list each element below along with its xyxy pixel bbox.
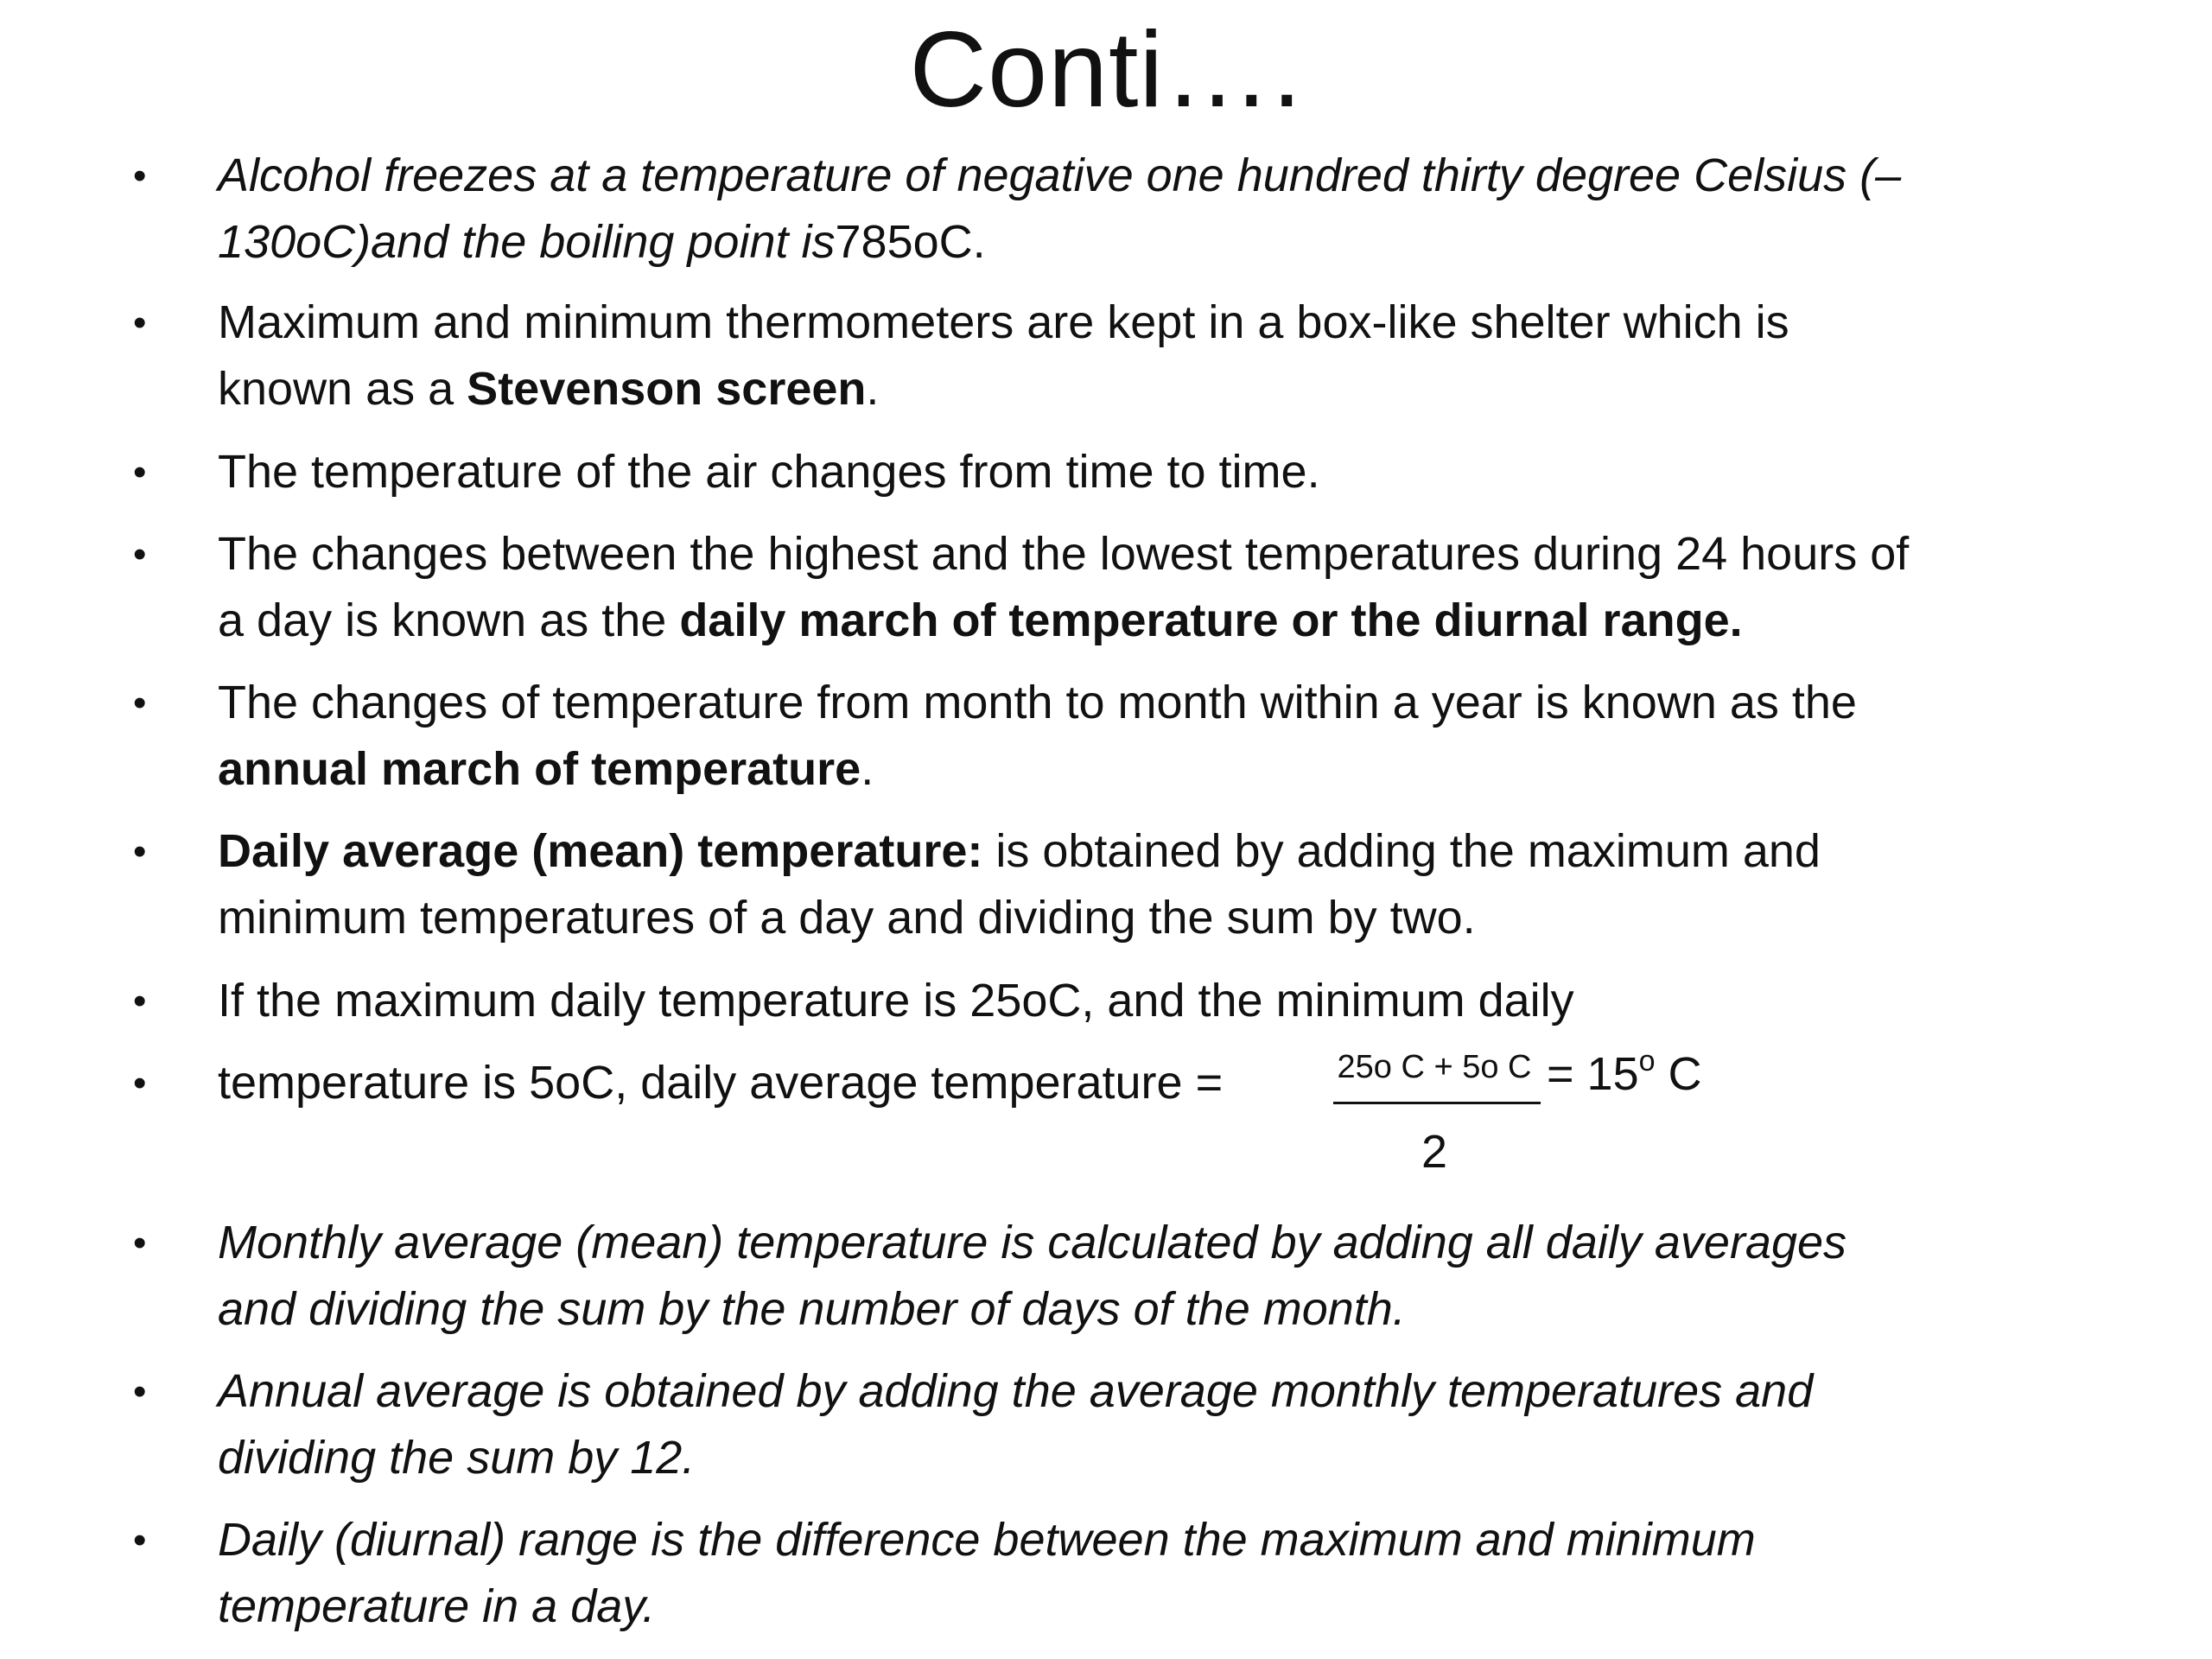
bullet-text: 785oC. xyxy=(835,216,986,268)
bullet-item-formula xyxy=(133,1050,1324,1116)
bullet-item-thermometers xyxy=(133,289,2119,423)
bullet-icon: • xyxy=(133,1519,147,1561)
bullet-icon: • xyxy=(133,980,147,1022)
bullet-bold-term: daily march of temperature or the diurnal range. xyxy=(679,594,1743,646)
bullet-text: Annual average is obtained by adding the average monthly temperatures and xyxy=(218,1365,1814,1417)
bullet-text: Maximum and minimum thermometers are kept in a box-like shelter which is xyxy=(218,296,1789,348)
result-value: = 15 xyxy=(1547,1048,1639,1100)
bullet-text: Daily (diurnal) range is the difference between the maximum and minimum xyxy=(218,1514,1756,1566)
bullet-item-monthly-average xyxy=(133,1210,2119,1343)
bullet-item-annual-march xyxy=(133,670,2119,803)
bullet-bold-term: Daily average (mean) temperature: xyxy=(218,825,983,877)
bullet-text: a day is known as the xyxy=(218,594,680,646)
bullet-item-annual-average xyxy=(133,1358,2119,1491)
bullet-text: The changes of temperature from month to month within a year is known as the xyxy=(218,677,1857,728)
bullet-icon: • xyxy=(133,1370,147,1413)
fraction-bar xyxy=(1333,1102,1541,1104)
bullet-item-diurnal-range xyxy=(133,521,2119,654)
slide-title: Conti…. xyxy=(909,10,1303,130)
bullet-text: dividing the sum by 12. xyxy=(218,1432,696,1484)
bullet-icon: • xyxy=(133,451,147,493)
bullet-text: Monthly average (mean) temperature is calculated by adding all daily averages xyxy=(218,1217,1847,1268)
bullet-text: temperature is 5oC, daily average temperature = xyxy=(218,1057,1224,1109)
bullet-text: The temperature of the air changes from time to time. xyxy=(218,446,1320,498)
bullet-icon: • xyxy=(133,533,147,575)
bullet-text: temperature in a day. xyxy=(218,1580,656,1632)
fraction-numerator: 25o C + 5o C xyxy=(1337,1049,1532,1085)
bullet-text: is obtained by adding the maximum and xyxy=(982,825,1821,877)
bullet-item-alcohol xyxy=(133,143,2119,276)
result-unit: C xyxy=(1655,1048,1702,1100)
bullet-text: 130oC)and the boiling point is xyxy=(218,216,836,268)
bullet-text: and dividing the sum by the number of days of the month. xyxy=(218,1283,1406,1335)
fraction-denominator: 2 xyxy=(1421,1126,1448,1178)
bullet-bold-term: annual march of temperature xyxy=(218,743,861,795)
formula-fraction xyxy=(1326,1041,1542,1188)
bullet-icon: • xyxy=(133,830,147,873)
bullet-icon: • xyxy=(133,682,147,724)
bullet-icon: • xyxy=(133,155,147,197)
bullet-item-daily-average xyxy=(133,818,2119,951)
formula-result xyxy=(1547,1041,1702,1108)
bullet-item-max-daily xyxy=(133,968,2119,1034)
bullet-text: minimum temperatures of a day and dividing the sum by two. xyxy=(218,892,1476,944)
bullet-text: . xyxy=(861,743,874,795)
bullet-text: known as a xyxy=(218,363,467,415)
bullet-item-daily-range xyxy=(133,1507,2119,1640)
bullet-item-air-temperature xyxy=(133,439,2119,505)
bullet-text: . xyxy=(866,363,880,415)
bullet-icon: • xyxy=(133,302,147,344)
bullet-text: Alcohol freezes at a temperature of negative one hundred thirty degree Celsius (– xyxy=(218,149,1902,201)
bullet-icon: • xyxy=(133,1062,147,1104)
degree-symbol: o xyxy=(1638,1045,1656,1077)
bullet-text: The changes between the highest and the lowest temperatures during 24 hours of xyxy=(218,528,1910,580)
bullet-text: If the maximum daily temperature is 25oC, and the minimum daily xyxy=(218,975,1574,1027)
bullet-icon: • xyxy=(133,1222,147,1264)
bullet-bold-term: Stevenson screen xyxy=(467,363,867,415)
